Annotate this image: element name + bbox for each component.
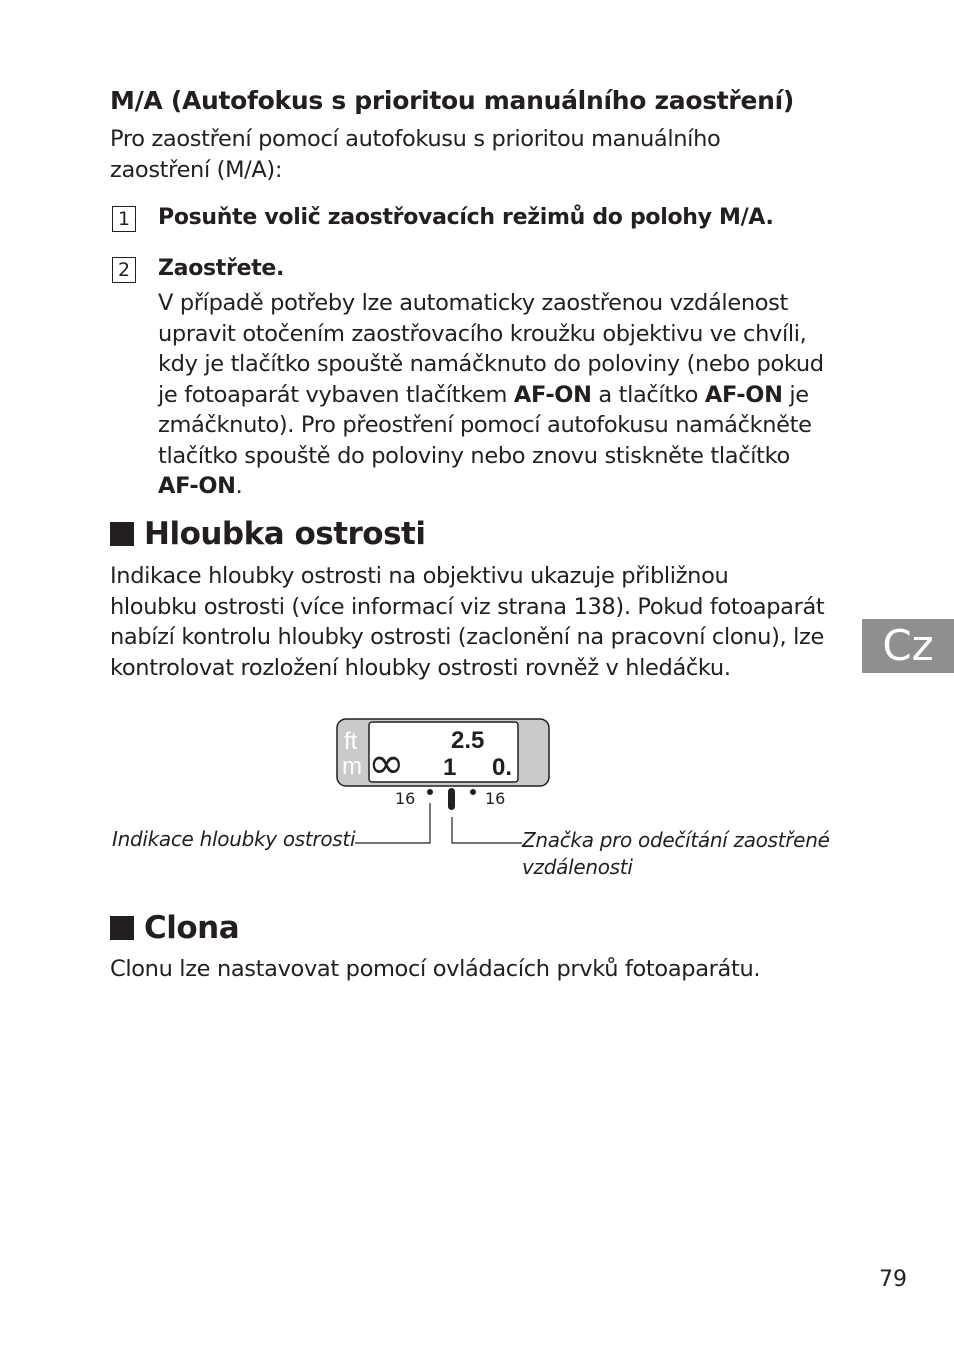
body-line: hloubku ostrosti (více informací viz strana 138). Pokud fotoaparát [110, 593, 825, 620]
language-tab: Cz [862, 619, 954, 673]
body-line: Indikace hloubky ostrosti na objektivu ukazuje přibližnou [110, 563, 729, 589]
body-line: tlačítko spouště do poloviny nebo znovu stiskněte tlačítko [158, 442, 790, 469]
intro-line: zaostření (M/A): [110, 156, 283, 183]
intro-line: Pro zaostření pomocí autofokusu s prioritou manuálního [110, 126, 721, 152]
page-number: 79 [879, 1267, 907, 1292]
ft-scale-value: 2.5 [451, 727, 485, 754]
body-line: kdy je tlačítko spouště namáčknuto do poloviny (nebo pokud [158, 351, 824, 377]
section-square-icon [110, 522, 134, 546]
caption-line: vzdálenosti [522, 855, 633, 879]
body-line: kontrolovat rozložení hloubky ostrosti rovněž v hledáčku. [110, 654, 731, 681]
step-2-title: Zaostřete. [158, 256, 285, 281]
body-line: zmáčknuto). Pro přeostření pomocí autofokusu namáčkněte [158, 412, 812, 438]
text-run: je fotoaparát vybaven tlačítkem [158, 381, 514, 408]
text-run: je [782, 381, 809, 408]
leader-lines [350, 795, 530, 850]
leader-line-index [452, 817, 522, 843]
section-square-icon [110, 916, 134, 940]
infinity-mark: ∞ [368, 738, 405, 789]
step-2-body [158, 288, 824, 502]
body-line [158, 380, 824, 411]
m-scale-value-2: 0. [492, 754, 513, 781]
text-run: . [235, 473, 243, 499]
caption-line: Značka pro odečítání zaostřené [522, 828, 830, 852]
subsection-title-ma: M/A (Autofokus s prioritou manuálního zaostření) [110, 86, 795, 115]
leader-line-dof [355, 803, 430, 843]
dof-paragraph [110, 561, 824, 683]
step-number-2: 2 [112, 257, 136, 283]
body-line [158, 471, 824, 502]
body-line: upravit otočením zaostřovacího kroužku objektivu ve chvíli, [158, 320, 807, 347]
section-title: Clona [144, 910, 240, 946]
af-on-label: AF-ON [158, 473, 236, 499]
caption-focus-index [522, 827, 830, 881]
unit-ft-label: ft [344, 728, 358, 755]
section-title: Hloubka ostrosti [144, 516, 426, 552]
text-run: a tlačítko [591, 381, 705, 408]
intro-paragraph [110, 124, 720, 185]
section-heading-clona [110, 910, 239, 946]
step-number-1: 1 [112, 206, 136, 232]
caption-dof-indicator: Indikace hloubky ostrosti [112, 827, 356, 851]
body-line: nabízí kontrolu hloubky ostrosti (zaclonění na pracovní clonu), lze [110, 624, 824, 650]
m-scale-value-1: 1 [443, 754, 457, 781]
dof-right-number: 16 [485, 789, 506, 808]
af-on-label: AF-ON [513, 381, 592, 408]
section-heading-hloubka [110, 516, 426, 552]
step-1-title: Posuňte volič zaostřovacích režimů do polohy M/A. [158, 205, 774, 230]
unit-m-label: m [342, 753, 362, 780]
dof-left-number: 16 [395, 789, 416, 808]
body-line: V případě potřeby lze automaticky zaostřenou vzdálenost [158, 290, 788, 316]
clona-paragraph: Clonu lze nastavovat pomocí ovládacích prvků fotoaparátu. [110, 956, 761, 982]
af-on-label: AF-ON [704, 381, 783, 408]
